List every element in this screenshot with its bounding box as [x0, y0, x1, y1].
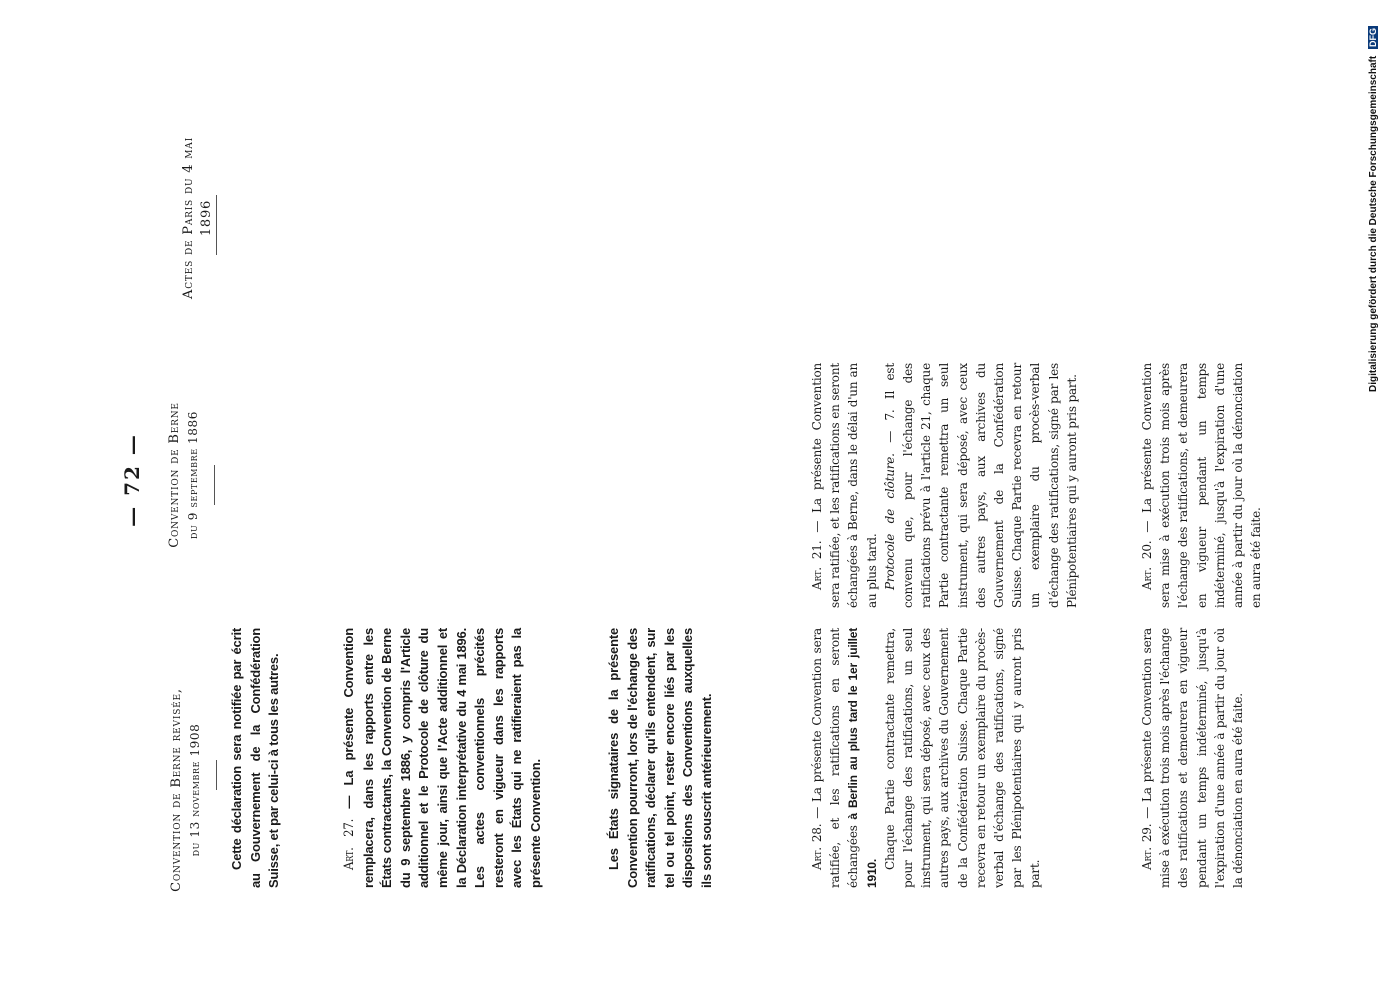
art28-label: Art. 28. [810, 823, 824, 870]
art28-bold: à Berlin au plus tard le 1er juillet 1910. [846, 627, 879, 888]
article-29 [1138, 628, 1247, 888]
header-left-line1: Convention de Berne revisée, [169, 688, 184, 892]
header-middle-rule [214, 465, 215, 505]
protocol-text: — 7. Il est convenu que, pour l'échange des ratifications prévu à l'article 21, chaque Partie contractante remettra un seul instrument, qui sera déposé, avec ceux des autres pays, aux archives du Gouvernement de la Confédération Suisse. Chaque Partie recevra en retour un exemplaire du procès-verbal d'échange des ratifications, signé par les Plénipotentiaires qui y auront pris part. [882, 362, 1079, 608]
paragraph-declaration: Cette déclaration sera notifiée par écrit au Gouvernement de la Confédération Suisse, et par celui-ci à tous les autres. [229, 628, 282, 888]
paragraph-protocol [881, 363, 1081, 608]
header-middle-line2: du 9 septembre 1886 [186, 411, 200, 539]
header-middle-line1: Convention de Berne [167, 402, 182, 548]
art29-label: Art. 29. [1140, 823, 1154, 870]
art20-text: — La présente Convention sera mise à exécution trois mois après l'échange des ratifications, et demeurera en vigueur pendant un temps indéterminé, jusqu'à l'expiration d'une année à partir du jour où la dénonciation en aura été faite. [1140, 362, 1264, 608]
paragraph-art28-2: Chaque Partie contractante remettra, pour l'échange des ratifications, un seul instrument, qui sera déposé, avec ceux des autres pays, aux archives du Gouvernement de la Confédération Suisse. Chaque Partie recevra en retour un exemplaire du procès-verbal d'échange des ratifications, signé par les Plénipotentiaires qui y auront pris part. [882, 628, 1043, 888]
paragraph-art29 [1138, 628, 1247, 888]
header-left [168, 685, 204, 895]
paragraph-signatories [605, 628, 717, 888]
header-left-rule [216, 760, 217, 790]
art21-label: Art. 21. [810, 540, 824, 590]
paragraph-art28 [808, 628, 881, 888]
dfg-logo: DFG [1368, 28, 1378, 48]
paragraph-art27 [340, 628, 546, 888]
dfg-footer [1368, 7, 1379, 392]
art29-text: — La présente Convention sera mise à exécution trois mois après l'échange des ratifications et demeurera en vigueur pendant un temps indéterminé, jusqu'à l'expiration d'une année à partir du jour où la dénonciation en aura été faite. [1140, 628, 1246, 888]
protocol-label: Protocole de clôture. [882, 453, 897, 590]
art27-text: — La présente Convention remplacera, dans les rapports entre les États contractants, la Convention de Berne du 9 septembre 1886, y compris l'Article additionnel et le Protocole de clôture du même jour, ainsi que l'Acte additionnel et la Déclaration interprétative du 4 mai 1896. Les actes conventionnels précités resteront en vigueur dans les rapports avec les États qui ne ratifieraient pas la présente Convention. [341, 628, 543, 888]
header-right-rule [216, 195, 217, 255]
paragraph-art21 [808, 363, 881, 608]
art21-text: — La présente Convention sera ratifiée, et les ratifications en seront échangées à Berne, dans le délai d'un an au plus tard. [810, 362, 879, 608]
art28-text: — La présente Convention sera ratifiée, et les ratifications en seront échangées [810, 628, 861, 888]
paragraph-art20 [1138, 363, 1265, 608]
header-middle [166, 395, 202, 555]
article-27 [340, 628, 546, 888]
signatories-text: Les États signataires de la présente Convention pourront, lors de l'échange des ratifications, déclarer qu'ils entendent, sur tel ou tel point, rester encore liés par les dispositions des Conventions auxquelles ils sont souscrit antérieurement. [606, 628, 714, 888]
dfg-text: Digitalisierung gefördert durch die Deutsche Forschungsgemeinschaft [1368, 55, 1379, 392]
art27-label: Art. 27. [342, 818, 357, 870]
article-21 [808, 363, 1081, 608]
header-left-line2: du 13 novembre 1908 [188, 723, 202, 857]
art20-label: Art. 20. [1140, 540, 1154, 590]
header-right-line1: Actes de Paris du 4 mai 1896 [181, 137, 214, 299]
article-28 [808, 628, 1045, 888]
header-right [180, 118, 216, 318]
page-number: — 72 — [120, 433, 144, 527]
left-column-text [228, 628, 284, 888]
article-20 [1138, 363, 1265, 608]
